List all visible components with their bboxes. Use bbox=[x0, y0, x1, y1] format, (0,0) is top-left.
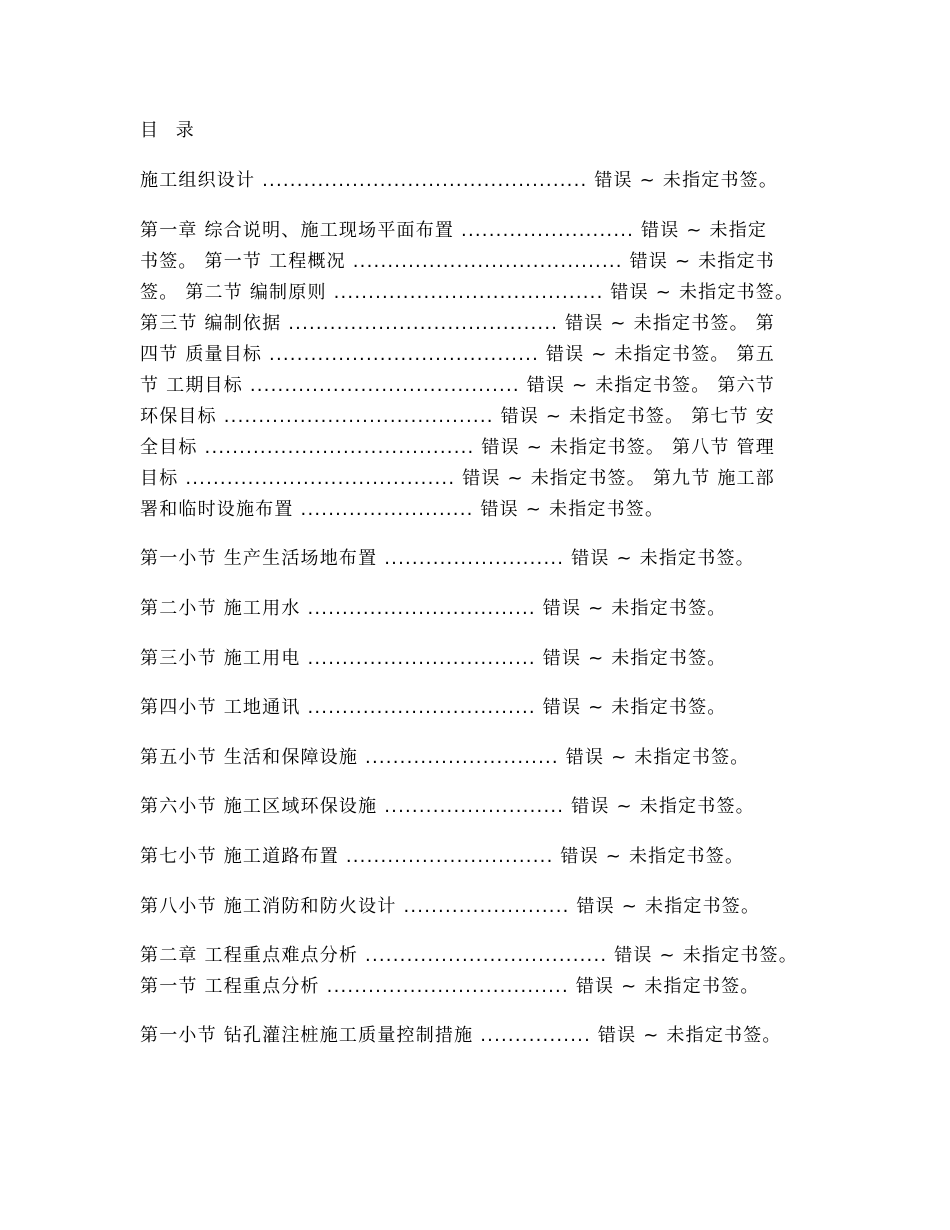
toc-entry: 四节 质量目标 ....................................... 错误 ~ 未指定书签。 第五 bbox=[140, 344, 775, 365]
toc-entry: 署和临时设施布置 ......................... 错误 ~ 未指定书签。 bbox=[140, 499, 665, 520]
toc-entry: 第一节 工程重点分析 ................................... 错误 ~ 未指定书签。 bbox=[140, 976, 760, 997]
toc-entry: 书签。 第一节 工程概况 ....................................... 错误 ~ 未指定书 bbox=[140, 251, 775, 272]
toc-entry: 第三节 编制依据 ....................................... 错误 ~ 未指定书签。 第 bbox=[140, 313, 775, 334]
toc-entry: 第二小节 施工用水 ................................. 错误 ~ 未指定书签。 bbox=[140, 598, 727, 619]
toc-entry: 第三小节 施工用电 ................................. 错误 ~ 未指定书签。 bbox=[140, 648, 727, 669]
toc-entry: 第六小节 施工区域环保设施 .......................... 错误 ~ 未指定书签。 bbox=[140, 796, 755, 817]
toc-entry: 第四小节 工地通讯 ................................. 错误 ~ 未指定书签。 bbox=[140, 697, 727, 718]
toc-entry: 目标 ....................................... 错误 ~ 未指定书签。 第九节 施工部 bbox=[140, 468, 775, 489]
toc-entry: 第二章 工程重点难点分析 ................................... 错误 ~ 未指定书签。 bbox=[140, 945, 798, 966]
toc-entry: 第五小节 生活和保障设施 ............................ 错误 ~ 未指定书签。 bbox=[140, 747, 750, 768]
toc-entry: 环保目标 ....................................... 错误 ~ 未指定书签。 第七节 安 bbox=[140, 406, 775, 427]
toc-entry: 第八小节 施工消防和防火设计 ........................ 错误 ~ 未指定书签。 bbox=[140, 896, 761, 917]
toc-entry: 第一章 综合说明、施工现场平面布置 ......................... 错误 ~ 未指定 bbox=[140, 220, 768, 241]
toc-entry: 施工组织设计 ............................................... 错误 ~ 未指定书签。 bbox=[140, 170, 779, 191]
toc-entry: 第七小节 施工道路布置 .............................. 错误 ~ 未指定书签。 bbox=[140, 846, 745, 867]
toc-entry: 第一小节 生产生活场地布置 .......................... 错误 ~ 未指定书签。 bbox=[140, 548, 755, 569]
toc-entry: 第一小节 钻孔灌注桩施工质量控制措施 ................ 错误 ~ 未指定书签。 bbox=[140, 1025, 782, 1046]
toc-entry: 全目标 ....................................... 错误 ~ 未指定书签。 第八节 管理 bbox=[140, 437, 775, 458]
toc-title: 目 录 bbox=[140, 120, 200, 141]
toc-entry: 节 工期目标 ....................................... 错误 ~ 未指定书签。 第六节 bbox=[140, 375, 775, 396]
toc-entry: 签。 第二节 编制原则 ....................................... 错误 ~ 未指定书签。 bbox=[140, 282, 795, 303]
